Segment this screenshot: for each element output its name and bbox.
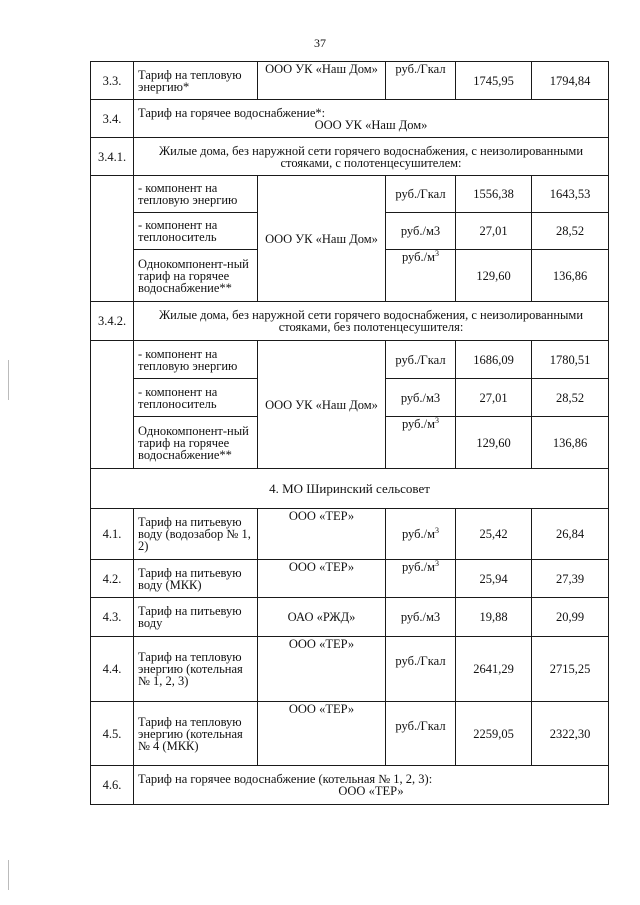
organization: ОАО «РЖД»: [258, 598, 386, 637]
organization: ООО «ТЕР»: [258, 509, 386, 560]
value-period-2: 28,52: [532, 213, 609, 250]
value-period-1: 25,94: [456, 560, 532, 598]
value-period-1: 129,60: [456, 417, 532, 469]
value-period-2: 1780,51: [532, 341, 609, 379]
row-number: 4.5.: [91, 702, 134, 766]
unit-base: руб./м: [401, 560, 436, 574]
table-row: [91, 469, 609, 509]
organization: ООО «ТЕР»: [258, 637, 386, 702]
row-number: 4.1.: [91, 509, 134, 560]
unit: руб./Гкал: [386, 176, 456, 213]
value-period-2: 136,86: [532, 417, 609, 469]
value-period-1: 19,88: [456, 598, 532, 637]
row-number: 4.4.: [91, 637, 134, 702]
organization: ООО «ТЕР»: [258, 560, 386, 598]
value-period-1: 2641,29: [456, 637, 532, 702]
organization: ООО «ТЕР»: [258, 702, 386, 766]
unit: руб./Гкал: [386, 702, 456, 766]
table-row: [91, 766, 609, 805]
value-period-2: 1794,84: [532, 62, 609, 100]
value-period-1: 1745,95: [456, 62, 532, 100]
unit: [386, 509, 456, 560]
value-period-2: 26,84: [532, 509, 609, 560]
tariff-name: Однокомпонент-ный тариф на горячее водоснабжение**: [134, 250, 258, 302]
row-number: 3.4.: [91, 100, 134, 138]
tariff-name: - компонент на теплоноситель: [134, 213, 258, 250]
value-period-1: 27,01: [456, 379, 532, 417]
value-period-1: 1686,09: [456, 341, 532, 379]
unit: руб./Гкал: [386, 62, 456, 100]
table-row: [91, 509, 609, 560]
scan-margin-mark: [8, 360, 9, 400]
value-period-1: 25,42: [456, 509, 532, 560]
value-period-2: 136,86: [532, 250, 609, 302]
tariff-name: Тариф на тепловую энергию*: [134, 62, 258, 100]
unit-superscript: 3: [435, 559, 440, 568]
tariff-name: - компонент на тепловую энергию: [134, 176, 258, 213]
unit-base: руб./м: [401, 250, 436, 264]
table-row: [91, 560, 609, 598]
heading-org: ООО УК «Наш Дом»: [314, 117, 428, 132]
unit: руб./Гкал: [386, 341, 456, 379]
unit: [386, 250, 456, 302]
value-period-2: 2322,30: [532, 702, 609, 766]
unit: руб./м3: [386, 598, 456, 637]
value-period-1: 129,60: [456, 250, 532, 302]
heading-line: Тариф на горячее водоснабжение*:: [138, 105, 326, 120]
row-number: 3.3.: [91, 62, 134, 100]
tariff-table: [90, 61, 609, 805]
table-row: [91, 62, 609, 100]
row-number-empty: [91, 341, 134, 469]
value-period-1: 27,01: [456, 213, 532, 250]
table-row: [91, 302, 609, 341]
unit-superscript: 3: [435, 525, 440, 535]
row-number: 4.2.: [91, 560, 134, 598]
heading-org: ООО «ТЕР»: [338, 784, 404, 798]
tariff-name: Тариф на питьевую воду (МКК): [134, 560, 258, 598]
organization: ООО УК «Наш Дом»: [258, 62, 386, 100]
unit-base: руб./м: [401, 527, 436, 541]
unit: руб./м3: [386, 213, 456, 250]
section-title: 4. МО Ширинский сельсовет: [91, 469, 609, 509]
tariff-name: - компонент на тепловую энергию: [134, 341, 258, 379]
organization: ООО УК «Наш Дом»: [258, 176, 386, 302]
row-number: 3.4.2.: [91, 302, 134, 341]
table-row: [91, 637, 609, 702]
unit-superscript: 3: [435, 416, 440, 425]
tariff-name: - компонент на теплоноситель: [134, 379, 258, 417]
tariff-name: Тариф на тепловую энергию (котельная № 4 (МКК): [134, 702, 258, 766]
tariff-name: Тариф на тепловую энергию (котельная № 1, 2, 3): [134, 637, 258, 702]
table-row: [91, 138, 609, 176]
scan-margin-mark: [8, 860, 9, 890]
value-period-2: 20,99: [532, 598, 609, 637]
value-period-2: 2715,25: [532, 637, 609, 702]
row-number: 4.6.: [91, 766, 134, 805]
unit: [386, 560, 456, 598]
value-period-1: 1556,38: [456, 176, 532, 213]
heading-line: Тариф на горячее водоснабжение (котельная № 1, 2, 3):: [138, 772, 433, 786]
value-period-2: 1643,53: [532, 176, 609, 213]
table-row: [91, 100, 609, 138]
organization: ООО УК «Наш Дом»: [258, 341, 386, 469]
tariff-name: Тариф на питьевую воду: [134, 598, 258, 637]
table-row: [91, 702, 609, 766]
unit: [386, 417, 456, 469]
subsection-heading: Жилые дома, без наружной сети горячего водоснабжения, с неизолированными стояками, с полотенцесушителем:: [134, 138, 609, 176]
unit-superscript: 3: [435, 249, 440, 258]
tariff-name: Тариф на питьевую воду (водозабор № 1, 2): [134, 509, 258, 560]
table-row: [91, 176, 609, 213]
section-heading: [134, 100, 609, 138]
row-number: 3.4.1.: [91, 138, 134, 176]
table-row: [91, 341, 609, 379]
value-period-1: 2259,05: [456, 702, 532, 766]
table-row: [91, 598, 609, 637]
unit: руб./Гкал: [386, 637, 456, 702]
row-number-empty: [91, 176, 134, 302]
section-heading: [134, 766, 609, 805]
row-number: 4.3.: [91, 598, 134, 637]
value-period-2: 27,39: [532, 560, 609, 598]
subsection-heading: Жилые дома, без наружной сети горячего водоснабжения, с неизолированными стояками, без полотенцесушителя:: [134, 302, 609, 341]
page-number: 37: [314, 36, 326, 50]
unit: руб./м3: [386, 379, 456, 417]
unit-base: руб./м: [401, 417, 436, 431]
tariff-name: Однокомпонент-ный тариф на горячее водоснабжение**: [134, 417, 258, 469]
value-period-2: 28,52: [532, 379, 609, 417]
